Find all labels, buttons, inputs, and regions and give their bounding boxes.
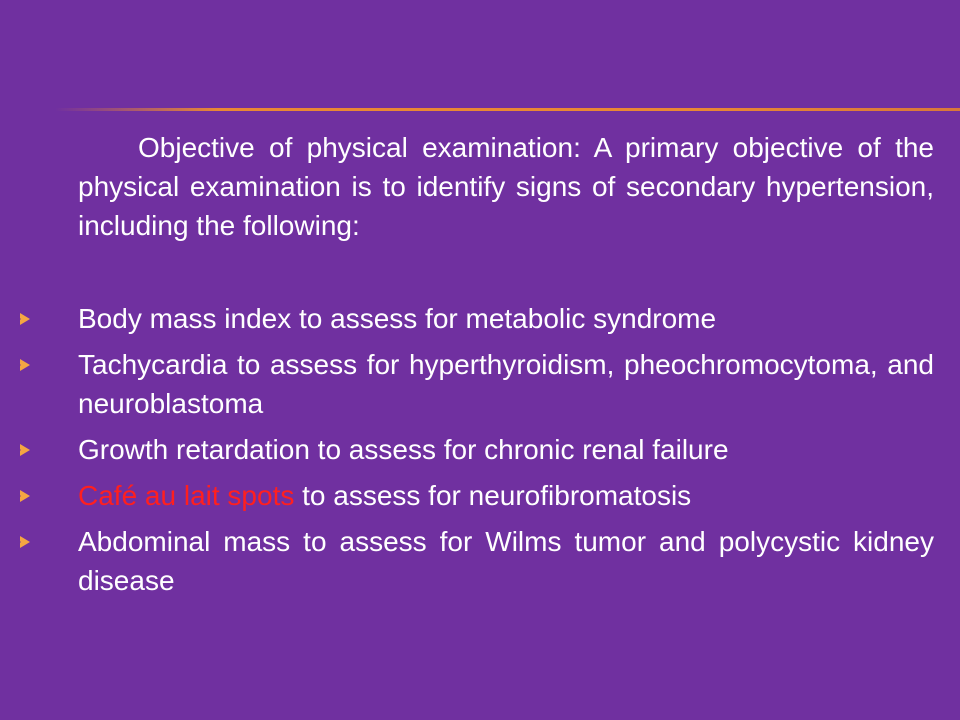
list-item-text: Growth retardation to assess for chronic renal failure xyxy=(78,434,729,465)
highlighted-term: Café au lait spots xyxy=(78,480,295,511)
arrowhead-bullet-icon xyxy=(20,313,30,325)
list-item xyxy=(78,345,934,423)
list-item xyxy=(78,430,934,469)
arrowhead-bullet-icon xyxy=(20,444,30,456)
findings-list xyxy=(78,299,934,600)
intro-paragraph: Objective of physical examination: A primary objective of the physical examination is to identify signs of secondary hypertension, including the following: xyxy=(78,132,934,241)
arrowhead-bullet-icon xyxy=(20,490,30,502)
list-item-text: Body mass index to assess for metabolic syndrome xyxy=(78,303,717,334)
arrowhead-bullet-icon xyxy=(20,359,30,371)
list-item xyxy=(78,522,934,600)
title-divider-line xyxy=(55,108,960,111)
list-item-text: Tachycardia to assess for hyperthyroidism, pheochromocytoma, and neuroblastoma xyxy=(78,349,934,419)
list-item-text: to assess for neurofibromatosis xyxy=(294,480,692,511)
list-item xyxy=(78,476,934,515)
list-item-text: Abdominal mass to assess for Wilms tumor and polycystic kidney disease xyxy=(78,526,934,596)
slide-body xyxy=(78,128,934,607)
arrowhead-bullet-icon xyxy=(20,536,30,548)
list-item xyxy=(78,299,934,338)
